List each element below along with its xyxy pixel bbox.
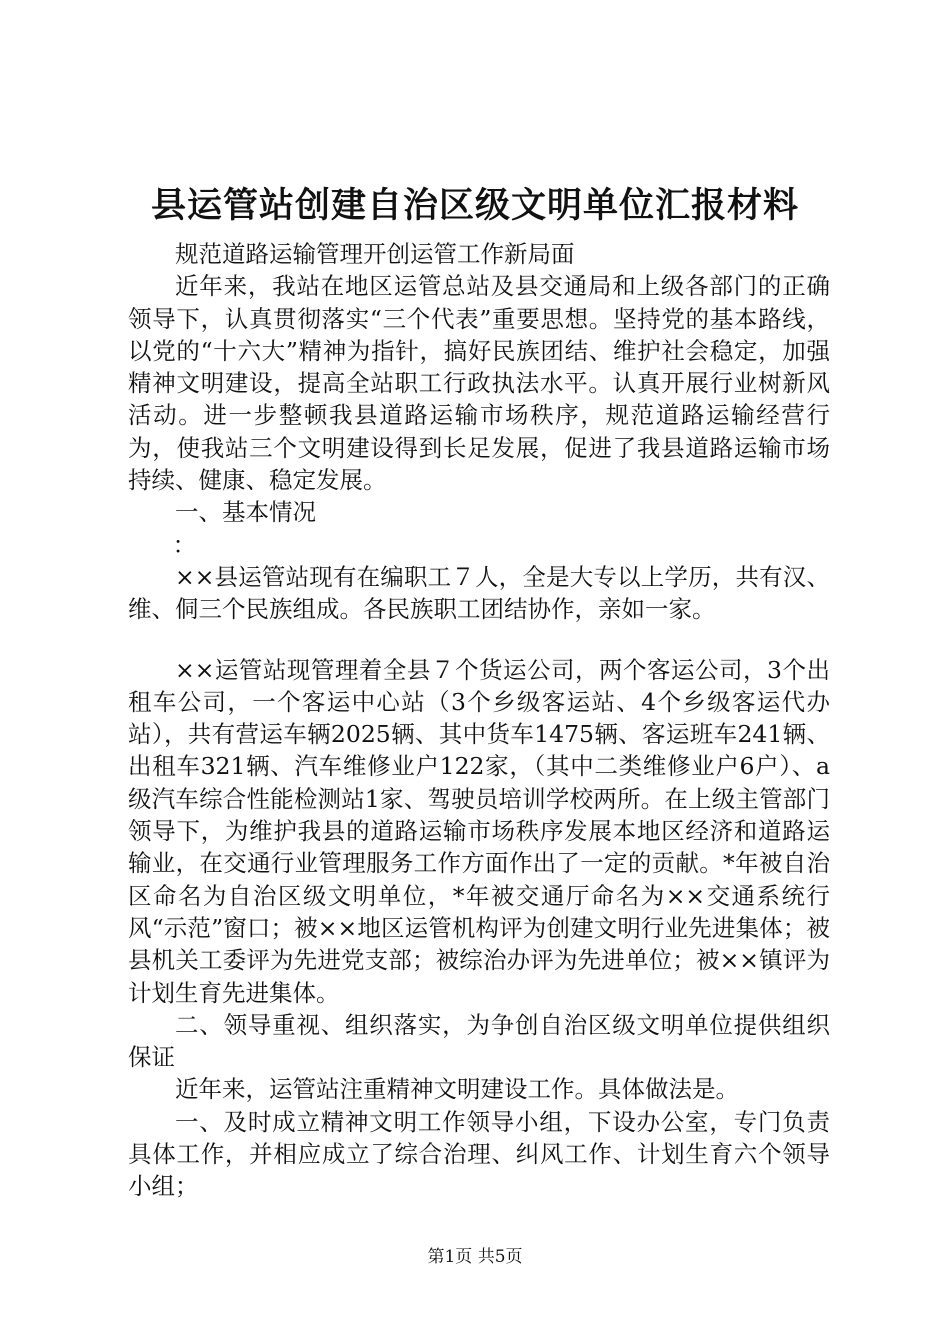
- staff-paragraph: ××县运管站现有在编职工７人，全是大专以上学历，共有汉、维、侗三个民族组成。各民族职工团结协作，亲如一家。: [128, 562, 830, 624]
- management-paragraph: ××运管站现管理着全县７个货运公司，两个客运公司，3个出租车公司，一个客运中心站（3个乡级客运站、4个乡级客运代办站），共有营运车辆2025辆、其中货车1475辆、客运班车241辆、出租车321辆、汽车维修业户122家，（其中二类维修业户6户）、a级汽车综合性能检测站1家、驾驶员培训学校两所。在上级主管部门领导下，为维护我县的道路运输市场秩序发展本地区经济和道路运输业，在交通行业管理服务工作方面作出了一定的贡献。*年被自治区命名为自治区级文明单位，*年被交通厅命名为××交通系统行风“示范”窗口；被××地区运管机构评为创建文明行业先进集体；被县机关工委评为先进党支部；被综治办评为先进单位；被××镇评为计划生育先进集体。: [128, 655, 830, 1007]
- section-heading-leadership: 二、领导重视、组织落实，为争创自治区级文明单位提供组织保证: [128, 1010, 830, 1072]
- subtitle-paragraph: 规范道路运输管理开创运管工作新局面: [175, 240, 575, 268]
- document-title: 县运管站创建自治区级文明单位汇报材料: [150, 185, 799, 226]
- practice-paragraph: 近年来，运管站注重精神文明建设工作。具体做法是。: [175, 1075, 739, 1104]
- page-footer: 第1页 共5页: [427, 1247, 523, 1267]
- colon-line: ：: [172, 530, 197, 559]
- document-body: [128, 238, 830, 1203]
- intro-paragraph: 近年来，我站在地区运管总站及县交通局和上级各部门的正确领导下，认真贯彻落实“三个代表”重要思想。坚持党的基本路线，以党的“十六大”精神为指针，搞好民族团结、维护社会稳定，加强精神文明建设，提高全站职工行政执法水平。认真开展行业树新风活动。进一步整顿我县道路运输市场秩序，规范道路运输经营行为，使我站三个文明建设得到长足发展，促进了我县道路运输市场持续、健康、稳定发展。: [128, 272, 830, 495]
- item-one-paragraph: 一、及时成立精神文明工作领导小组，下设办公室，专门负责具体工作，并相应成立了综合治理、纠风工作、计划生育六个领导小组；: [128, 1107, 830, 1201]
- section-heading-basic-info: 一、基本情况: [175, 498, 316, 527]
